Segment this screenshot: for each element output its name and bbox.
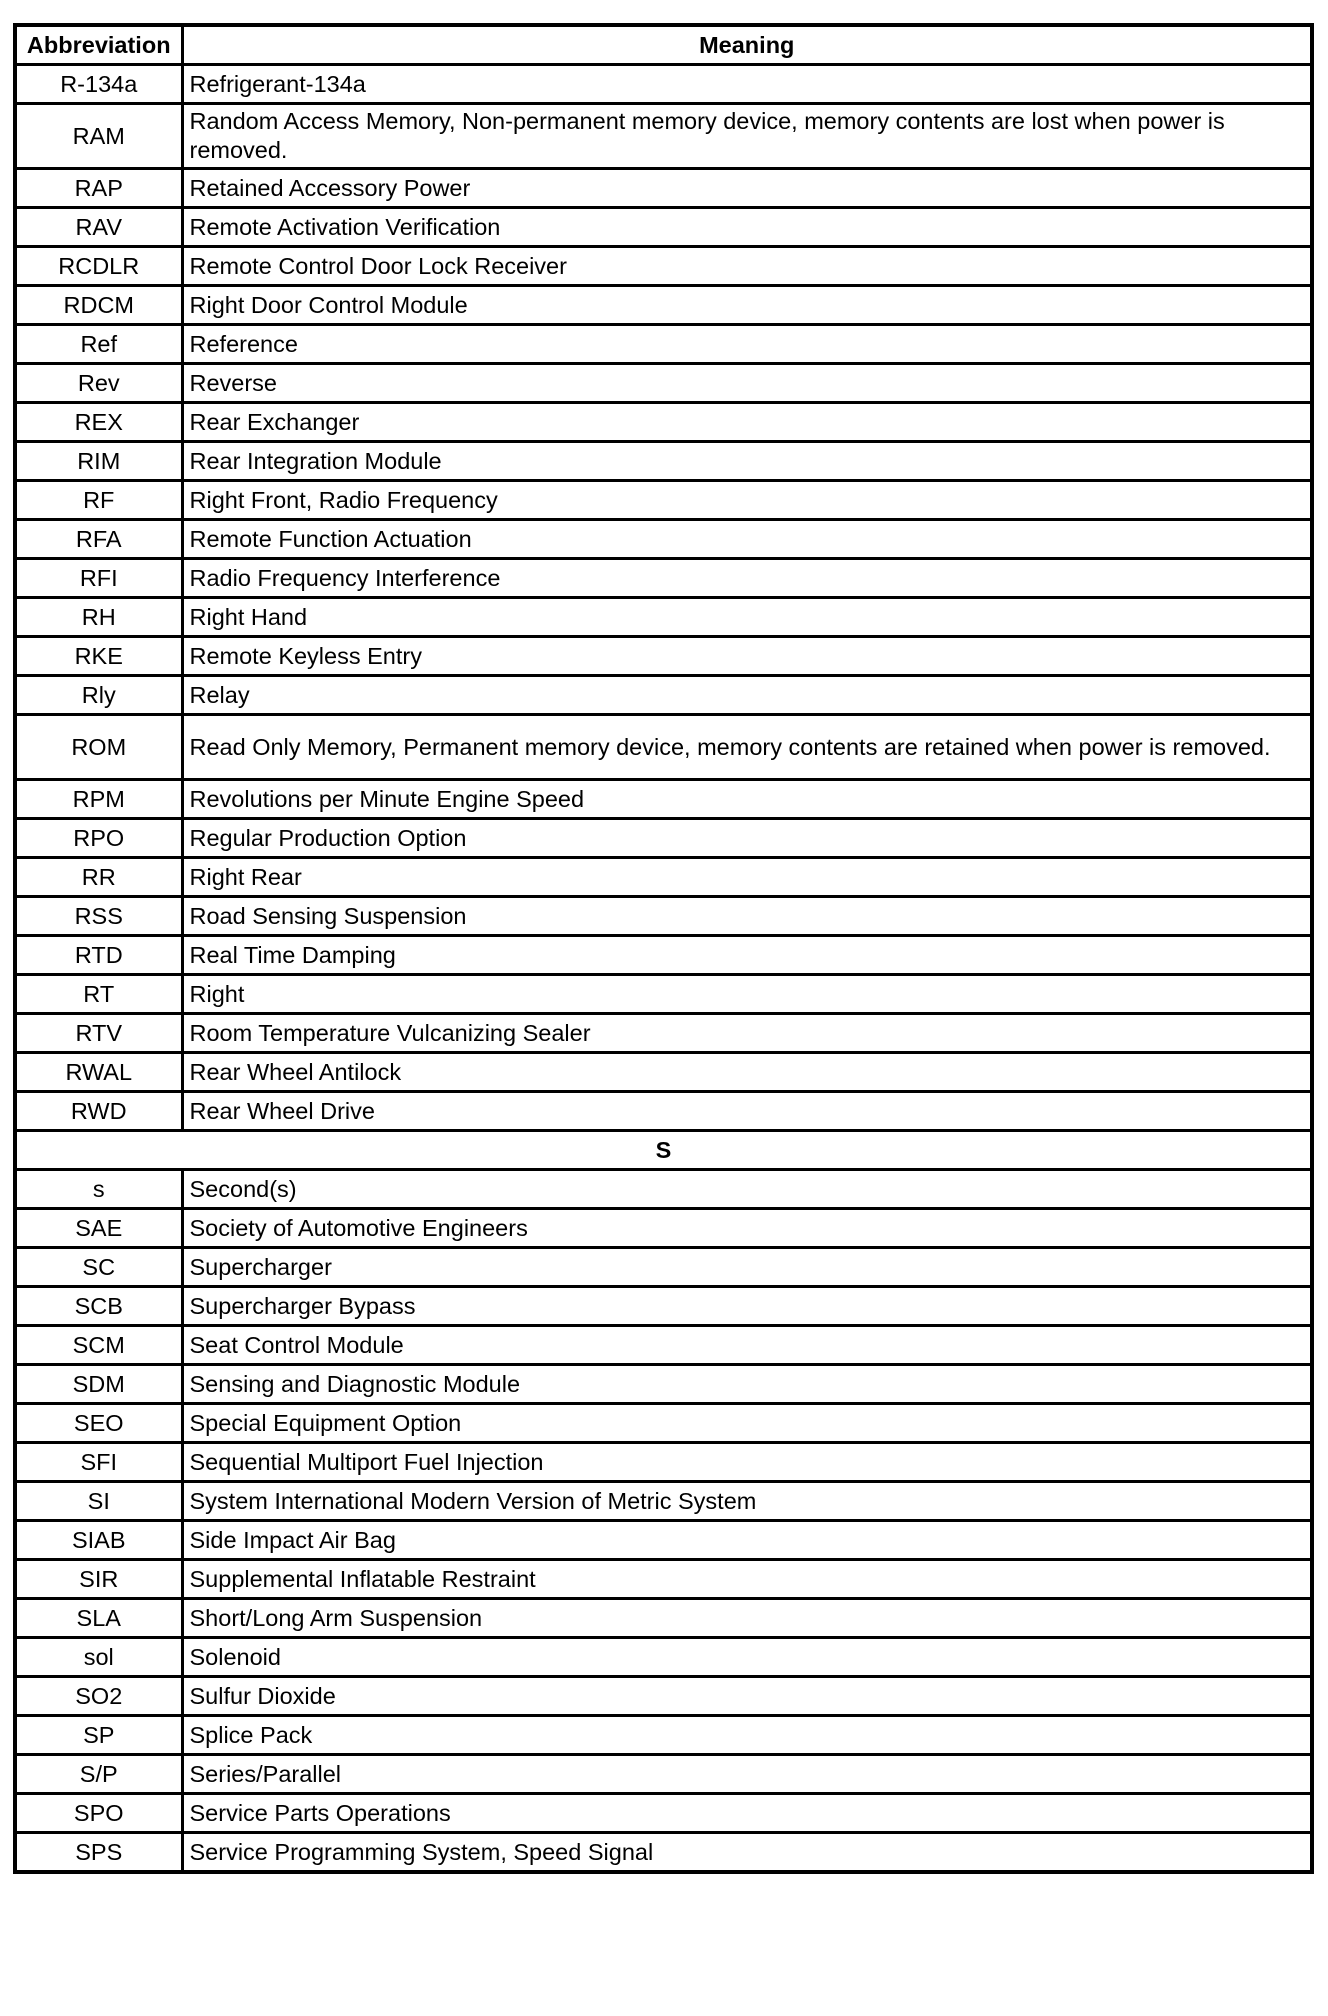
table-row (15, 208, 1312, 247)
abbreviation-cell: ROM (15, 715, 182, 780)
abbreviation-table (13, 23, 1314, 1874)
abbreviation-cell: Ref (15, 325, 182, 364)
table-row (15, 325, 1312, 364)
meaning-cell: Seat Control Module (182, 1326, 1312, 1365)
table-row (15, 1014, 1312, 1053)
abbreviation-cell: RPO (15, 819, 182, 858)
table-row (15, 481, 1312, 520)
table-row (15, 169, 1312, 208)
table-row (15, 1326, 1312, 1365)
abbreviation-cell: RAV (15, 208, 182, 247)
table-row (15, 403, 1312, 442)
abbreviation-cell: RTD (15, 936, 182, 975)
abbreviation-cell: sol (15, 1638, 182, 1677)
meaning-cell: Right Door Control Module (182, 286, 1312, 325)
section-header-row (15, 1131, 1312, 1170)
abbreviation-cell: SCM (15, 1326, 182, 1365)
meaning-cell: Right (182, 975, 1312, 1014)
meaning-cell: Remote Function Actuation (182, 520, 1312, 559)
table-row (15, 858, 1312, 897)
meaning-column-header: Meaning (182, 25, 1312, 65)
meaning-cell: Reference (182, 325, 1312, 364)
abbreviation-cell: SCB (15, 1287, 182, 1326)
abbreviation-cell: SIAB (15, 1521, 182, 1560)
table-row (15, 247, 1312, 286)
table-row (15, 1209, 1312, 1248)
abbreviation-cell: RSS (15, 897, 182, 936)
meaning-cell: Service Programming System, Speed Signal (182, 1833, 1312, 1873)
abbreviation-cell: SO2 (15, 1677, 182, 1716)
meaning-cell: Remote Activation Verification (182, 208, 1312, 247)
abbreviation-column-header: Abbreviation (15, 25, 182, 65)
meaning-cell: Society of Automotive Engineers (182, 1209, 1312, 1248)
table-row (15, 1365, 1312, 1404)
meaning-cell: Short/Long Arm Suspension (182, 1599, 1312, 1638)
meaning-cell: Splice Pack (182, 1716, 1312, 1755)
abbreviation-cell: SPS (15, 1833, 182, 1873)
meaning-cell: Right Hand (182, 598, 1312, 637)
abbreviation-cell: RR (15, 858, 182, 897)
table-row (15, 637, 1312, 676)
meaning-cell: Sequential Multiport Fuel Injection (182, 1443, 1312, 1482)
abbreviation-cell: REX (15, 403, 182, 442)
abbreviation-cell: SFI (15, 1443, 182, 1482)
meaning-cell: Road Sensing Suspension (182, 897, 1312, 936)
meaning-cell: Sulfur Dioxide (182, 1677, 1312, 1716)
meaning-cell: Rear Exchanger (182, 403, 1312, 442)
table-row (15, 676, 1312, 715)
abbreviation-cell: RT (15, 975, 182, 1014)
abbreviation-cell: R-134a (15, 65, 182, 104)
meaning-cell: Series/Parallel (182, 1755, 1312, 1794)
table-row (15, 1833, 1312, 1873)
abbreviation-cell: RAM (15, 104, 182, 169)
abbreviation-cell: Rev (15, 364, 182, 403)
abbreviation-cell: RAP (15, 169, 182, 208)
table-body (15, 65, 1312, 1873)
meaning-cell: Revolutions per Minute Engine Speed (182, 780, 1312, 819)
abbreviation-cell: RF (15, 481, 182, 520)
table-row (15, 520, 1312, 559)
table-row (15, 819, 1312, 858)
table-header-row (15, 25, 1312, 65)
meaning-cell: Remote Control Door Lock Receiver (182, 247, 1312, 286)
meaning-cell: Rear Wheel Drive (182, 1092, 1312, 1131)
meaning-cell: Rear Integration Module (182, 442, 1312, 481)
table-row (15, 364, 1312, 403)
abbreviation-cell: Rly (15, 676, 182, 715)
table-row (15, 1677, 1312, 1716)
abbreviation-cell: SLA (15, 1599, 182, 1638)
table-row (15, 598, 1312, 637)
section-letter: S (15, 1131, 1312, 1170)
meaning-cell: Supercharger Bypass (182, 1287, 1312, 1326)
meaning-cell: Read Only Memory, Permanent memory device, memory contents are retained when power is removed. (182, 715, 1312, 780)
meaning-cell: Real Time Damping (182, 936, 1312, 975)
abbreviation-cell: SC (15, 1248, 182, 1287)
table-row (15, 1092, 1312, 1131)
meaning-cell: Supercharger (182, 1248, 1312, 1287)
meaning-cell: Regular Production Option (182, 819, 1312, 858)
table-row (15, 1560, 1312, 1599)
meaning-cell: Radio Frequency Interference (182, 559, 1312, 598)
meaning-cell: Relay (182, 676, 1312, 715)
table-row (15, 1053, 1312, 1092)
table-row (15, 1482, 1312, 1521)
meaning-cell: Refrigerant-134a (182, 65, 1312, 104)
meaning-cell: Side Impact Air Bag (182, 1521, 1312, 1560)
table-row (15, 1638, 1312, 1677)
abbreviation-cell: RH (15, 598, 182, 637)
meaning-cell: Reverse (182, 364, 1312, 403)
table-row (15, 1599, 1312, 1638)
abbreviation-cell: RWAL (15, 1053, 182, 1092)
meaning-cell: System International Modern Version of Metric System (182, 1482, 1312, 1521)
meaning-cell: Supplemental Inflatable Restraint (182, 1560, 1312, 1599)
meaning-cell: Special Equipment Option (182, 1404, 1312, 1443)
table-row (15, 104, 1312, 169)
abbreviation-cell: SDM (15, 1365, 182, 1404)
meaning-cell: Room Temperature Vulcanizing Sealer (182, 1014, 1312, 1053)
abbreviation-cell: SIR (15, 1560, 182, 1599)
table-row (15, 1716, 1312, 1755)
meaning-cell: Sensing and Diagnostic Module (182, 1365, 1312, 1404)
abbreviation-cell: RFA (15, 520, 182, 559)
table-row (15, 1287, 1312, 1326)
abbreviation-cell: RTV (15, 1014, 182, 1053)
meaning-cell: Service Parts Operations (182, 1794, 1312, 1833)
meaning-cell: Right Rear (182, 858, 1312, 897)
table-row (15, 1521, 1312, 1560)
abbreviation-cell: SPO (15, 1794, 182, 1833)
abbreviation-cell: SI (15, 1482, 182, 1521)
abbreviation-cell: s (15, 1170, 182, 1209)
abbreviation-cell: RKE (15, 637, 182, 676)
abbreviation-cell: RFI (15, 559, 182, 598)
meaning-cell: Random Access Memory, Non-permanent memory device, memory contents are lost when power is removed. (182, 104, 1312, 169)
table-row (15, 975, 1312, 1014)
table-row (15, 715, 1312, 780)
abbreviation-cell: RDCM (15, 286, 182, 325)
table-row (15, 1443, 1312, 1482)
abbreviation-cell: RIM (15, 442, 182, 481)
abbreviation-cell: RWD (15, 1092, 182, 1131)
abbreviation-cell: RCDLR (15, 247, 182, 286)
meaning-cell: Remote Keyless Entry (182, 637, 1312, 676)
meaning-cell: Rear Wheel Antilock (182, 1053, 1312, 1092)
table-row (15, 65, 1312, 104)
table-row (15, 897, 1312, 936)
abbreviation-cell: SAE (15, 1209, 182, 1248)
table-row (15, 936, 1312, 975)
table-row (15, 1755, 1312, 1794)
table-row (15, 780, 1312, 819)
table-row (15, 442, 1312, 481)
meaning-cell: Second(s) (182, 1170, 1312, 1209)
abbreviation-cell: SP (15, 1716, 182, 1755)
abbreviation-cell: RPM (15, 780, 182, 819)
meaning-cell: Retained Accessory Power (182, 169, 1312, 208)
table-row (15, 1170, 1312, 1209)
meaning-cell: Solenoid (182, 1638, 1312, 1677)
table-row (15, 286, 1312, 325)
table-row (15, 1248, 1312, 1287)
table-row (15, 1404, 1312, 1443)
meaning-cell: Right Front, Radio Frequency (182, 481, 1312, 520)
table-row (15, 559, 1312, 598)
table-row (15, 1794, 1312, 1833)
abbreviation-cell: S/P (15, 1755, 182, 1794)
abbreviation-cell: SEO (15, 1404, 182, 1443)
